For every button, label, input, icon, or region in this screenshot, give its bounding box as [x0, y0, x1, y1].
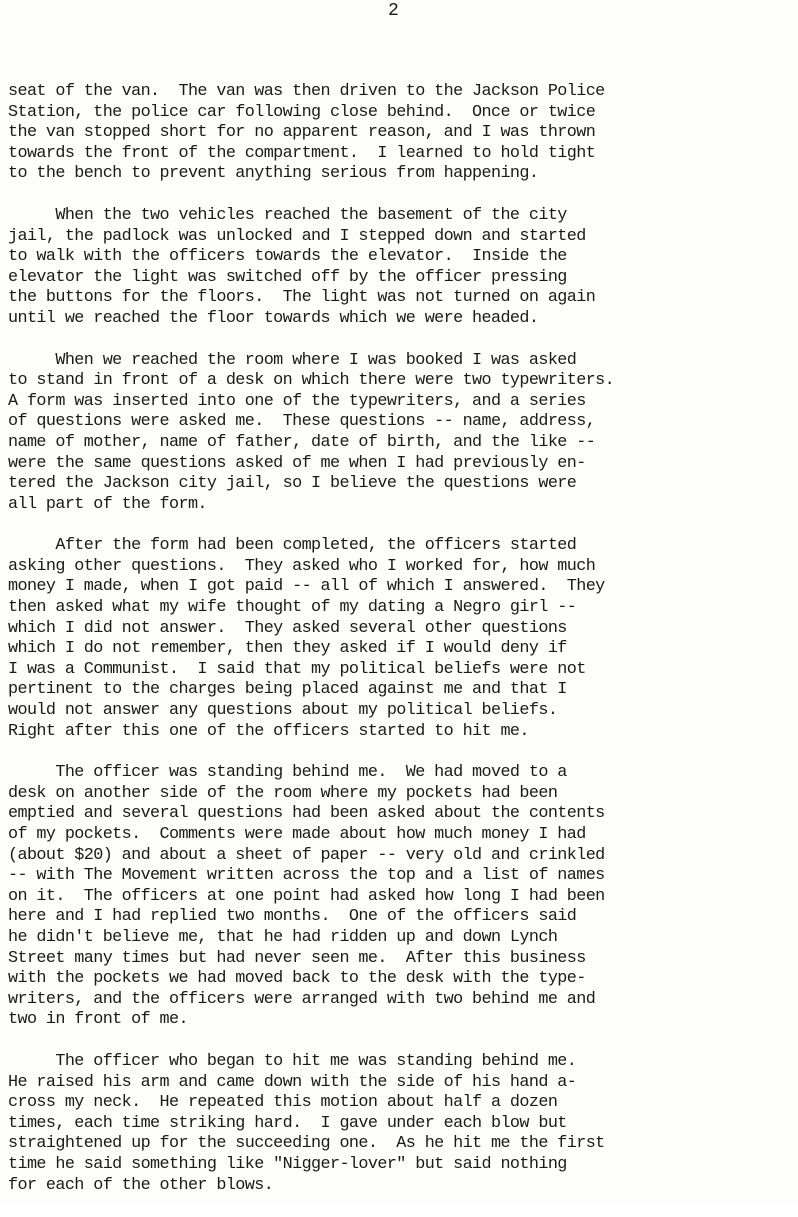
paragraph — [8, 206, 794, 330]
text-line: Station, the police car following close behind. Once or twice — [8, 102, 596, 122]
text-line: he didn't believe me, that he had ridden up and down Lynch — [8, 927, 558, 947]
paragraph — [8, 351, 794, 516]
text-line: with the pockets we had moved back to the desk with the type- — [8, 969, 586, 989]
text-line: the buttons for the floors. The light was not turned on again — [8, 288, 596, 308]
text-line: of questions were asked me. These questions -- name, address, — [8, 412, 596, 432]
text-line: would not answer any questions about my political beliefs. — [8, 701, 558, 721]
text-line: times, each time striking hard. I gave under each blow but — [8, 1113, 567, 1133]
text-line: on it. The officers at one point had asked how long I had been — [8, 886, 605, 906]
text-line: (about $20) and about a sheet of paper -- very old and crinkled — [8, 845, 605, 865]
text-line: Street many times but had never seen me. After this business — [8, 948, 586, 968]
text-line: until we reached the floor towards which we were headed. — [8, 308, 539, 328]
text-line: -- with The Movement written across the top and a list of names — [8, 866, 605, 886]
text-line: seat of the van. The van was then driven to the Jackson Police — [8, 82, 605, 101]
text-line: two in front of me. — [8, 1010, 188, 1030]
text-line: pertinent to the charges being placed against me and that I — [8, 680, 567, 700]
text-line: When the two vehicles reached the basement of the city — [8, 205, 567, 225]
text-line: all part of the form. — [8, 494, 207, 514]
text-line: money I made, when I got paid -- all of which I answered. They — [8, 577, 605, 597]
text-line: the van stopped short for no apparent reason, and I was thrown — [8, 123, 596, 143]
text-line: were the same questions asked of me when I had previously en- — [8, 453, 586, 473]
text-line: name of mother, name of father, date of birth, and the like -- — [8, 432, 596, 452]
text-line: towards the front of the compartment. I learned to hold tight — [8, 143, 596, 163]
text-line: for each of the other blows. — [8, 1175, 274, 1195]
text-line: The officer who began to hit me was standing behind me. — [8, 1051, 577, 1071]
text-line: here and I had replied two months. One of the officers said — [8, 907, 577, 927]
paragraph — [8, 536, 794, 742]
text-line: writers, and the officers were arranged with two behind me and — [8, 989, 596, 1009]
text-line: cross my neck. He repeated this motion about half a dozen — [8, 1093, 558, 1113]
text-line: He raised his arm and came down with the side of his hand a- — [8, 1072, 577, 1092]
text-line: A form was inserted into one of the typewriters, and a series — [8, 391, 586, 411]
text-line: which I do not remember, then they asked if I would deny if — [8, 639, 567, 659]
text-line: When we reached the room where I was booked I was asked — [8, 350, 577, 370]
paragraph — [8, 763, 794, 1031]
text-line: asking other questions. They asked who I worked for, how much — [8, 556, 596, 576]
text-line: I was a Communist. I said that my political beliefs were not — [8, 659, 586, 679]
text-line: straightened up for the succeeding one. As he hit me the first — [8, 1134, 605, 1154]
paragraph — [8, 82, 794, 185]
text-line: Right after this one of the officers started to hit me. — [8, 721, 529, 741]
text-line: of my pockets. Comments were made about how much money I had — [8, 825, 586, 844]
text-line: desk on another side of the room where my pockets had been — [8, 783, 558, 803]
text-line: jail, the padlock was unlocked and I stepped down and started — [8, 226, 586, 246]
text-line: The officer was standing behind me. We had moved to a — [8, 763, 567, 783]
text-line: After the form had been completed, the officers started — [8, 536, 577, 556]
text-line: which I did not answer. They asked several other questions — [8, 618, 567, 638]
text-line: to the bench to prevent anything serious from happening. — [8, 164, 539, 184]
text-line: to walk with the officers towards the elevator. Inside the — [8, 247, 567, 267]
page-number: 2 — [388, 1, 399, 21]
text-line: tered the Jackson city jail, so I believe the questions were — [8, 474, 577, 494]
text-line: time he said something like "Nigger-lover" but said nothing — [8, 1154, 567, 1174]
text-line: elevator the light was switched off by the officer pressing — [8, 267, 567, 287]
text-line: emptied and several questions had been asked about the contents — [8, 804, 605, 824]
paragraph — [8, 1052, 794, 1196]
text-line: to stand in front of a desk on which there were two typewriters. — [8, 371, 615, 391]
text-line: then asked what my wife thought of my dating a Negro girl -- — [8, 598, 577, 618]
body-text — [8, 82, 794, 1217]
